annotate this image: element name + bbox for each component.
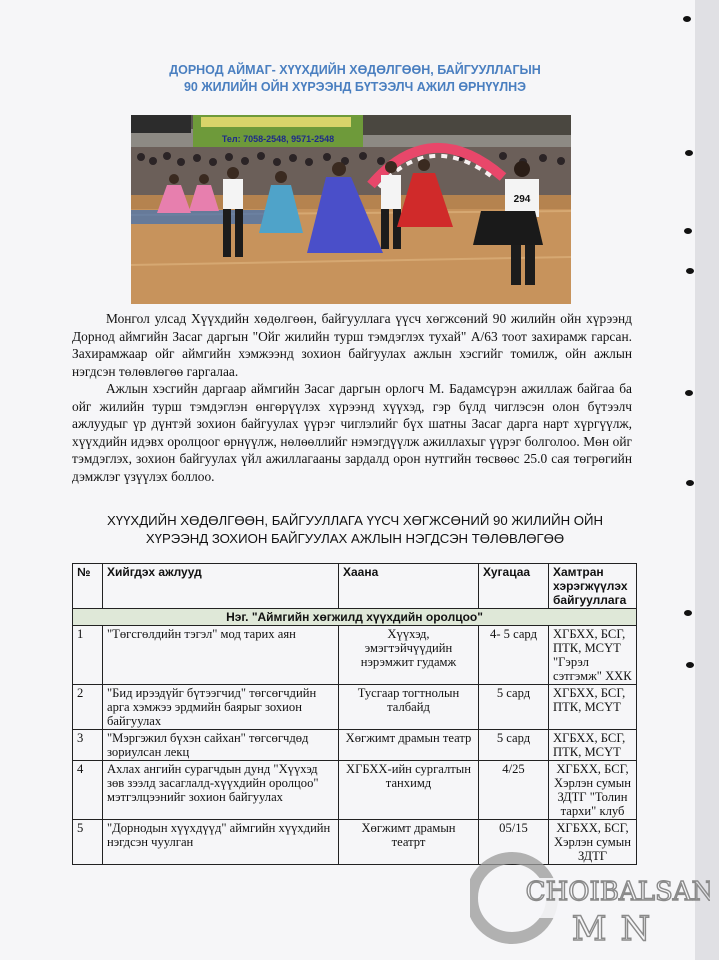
row-when: 4/25 [479,761,549,820]
column-header-when: Хугацаа [479,564,549,609]
row-where: Хөгжимт драмын театрт [339,820,479,865]
punch-hole [686,268,694,274]
row-when: 4- 5 сард [479,626,549,685]
plan-section-row [73,609,637,626]
banner-phone-text: Тел: 7058-2548, 9571-2548 [221,134,335,144]
row-number: 2 [73,685,103,730]
row-when: 5 сард [479,730,549,761]
row-partners: ХГБХХ, БСГ, ПТК, МСҮТ "Гэрэл сэтгэмж" ХХК [549,626,637,685]
punch-hole [683,16,691,22]
plan-title-line1: ХҮҮХДИЙН ХӨДӨЛГӨӨН, БАЙГУУЛЛАГА ҮҮСЧ ХӨГЖСӨНИЙ 90 ЖИЛИЙН ОЙН [106,513,604,528]
plan-table-header [73,564,637,609]
column-header-task: Хийгдэх ажлууд [103,564,339,609]
row-where: Хөгжимт драмын театр [339,730,479,761]
row-number: 3 [73,730,103,761]
punch-hole [686,480,694,486]
column-header-number: № [73,564,103,609]
article-title-line2: 90 ЖИЛИЙН ОЙН ХҮРЭЭНД БҮТЭЭЛЧ АЖИЛ ӨРНҮҮЛНЭ [183,80,527,94]
watermark-line1: CHOIBALSAN [525,877,710,907]
row-task: "Бид ирээдүйг бүтээгчид" төгсөгчдийн арга хэмжээ эрдмийн баярыг зохион байгуулах [103,685,339,730]
row-task: "Дорнодын хүүхдүүд" аймгийн хүүхдийн нэгдсэн чуулган [103,820,339,865]
row-task: "Төгсгөлдийн тэгэл" мод тарих аян [103,626,339,685]
row-number: 4 [73,761,103,820]
dancer-bib-number: 294 [513,194,531,205]
row-partners: ХГБХХ, БСГ, ПТК, МСҮТ [549,730,637,761]
row-task: "Мэргэжил бүхэн сайхан" төгсөгчдөд зориулсан лекц [103,730,339,761]
article-paragraph-2: Ажлын хэсгийн даргаар аймгийн Засаг даргын орлогч М. Бадамсүрэн ажиллаж байгаа ба ойг жилийн турш тэмдэглэн өнгөрүүлэх хүрээнд хүүхэд, гэр бүлд чиглэсэн олон бүтээлч ажлуудыг үр дүнтэй зохион байгуулах үүрэг чиглэлийг бүх шатны Засаг дарга нарт хүргүүлж, хүүхдийн идэвх оролцоог өрнүүлж, нөлөөллийг нэмэгдүүлж ажиллахыг үүрэг болголоо. Мөн ойг тэмдэглэх, зохион байгуулах үйл ажиллагааны зардалд орон нутгийн төсвөөс 25.0 сая төгрөгийн дэмжлэг үзүүлэх боллоо. [72,381,632,484]
row-number: 5 [73,820,103,865]
row-partners: ХГБХХ, БСГ, Хэрлэн сумын ЗДТГ "Толин тархи" клуб [549,761,637,820]
plan-title [90,512,620,548]
row-where: Хүүхэд, эмэгтэйчүүдийн нэрэмжит гудамж [339,626,479,685]
row-when: 5 сард [479,685,549,730]
punch-hole [686,662,694,668]
row-partners: ХГБХХ, БСГ, ПТК, МСҮТ [549,685,637,730]
watermark-line2: MN [571,909,665,948]
punch-hole [684,610,692,616]
table-row [73,685,637,730]
row-when: 05/15 [479,820,549,865]
article-title-line1: ДОРНОД АЙМАГ- ХҮҮХДИЙН ХӨДӨЛГӨӨН, БАЙГУУЛЛАГЫН [169,63,541,77]
article-paragraph-1: Монгол улсад Хүүхдийн хөдөлгөөн, байгууллага үүсч хөгжсөний 90 жилийн ойн хүрээнд Дорнод аймгийн Засаг даргын "Ойг жилийн турш тэмдэглэх тухай" А/63 тоот захирамж гарсан. Захирамжаар ойг аймгийн хэмжээнд зохион байгуулах ажлын хэсгийг томилж, ойн ажлын нэгдсэн төлөвлөгөө гаргалаа. [72,311,632,379]
column-header-partners: Хамтран хэрэгжүүлэх байгууллага [549,564,637,609]
row-where: ХГБХХ-ийн сургалтын танхимд [339,761,479,820]
row-partners: ХГБХХ, БСГ, Хэрлэн сумын ЗДТГ [549,820,637,865]
row-task: Ахлах ангийн сурагчдын дунд "Хүүхэд зөв зээлд засаглалд-хүүхдийн оролцоо" мэтгэлцээнийг зохион байгуулах [103,761,339,820]
punch-hole [684,228,692,234]
dance-event-photo [131,115,571,304]
punch-hole [685,150,693,156]
table-row [73,626,637,685]
choibalsan-watermark-logo [470,848,710,948]
punch-hole [685,390,693,396]
plan-section-label: Нэг. "Аймгийн хөгжилд хүүхдийн оролцоо" [73,609,637,626]
plan-table [72,563,637,865]
row-number: 1 [73,626,103,685]
table-row [73,730,637,761]
table-row [73,761,637,820]
plan-title-line2: ХҮРЭЭНД ЗОХИОН БАЙГУУЛАХ АЖЛЫН НЭГДСЭН ТӨЛӨВЛӨГӨӨ [145,531,565,546]
page-edge [695,0,719,960]
column-header-where: Хаана [339,564,479,609]
row-where: Тусгаар тогтнолын талбайд [339,685,479,730]
article-title [120,62,590,96]
